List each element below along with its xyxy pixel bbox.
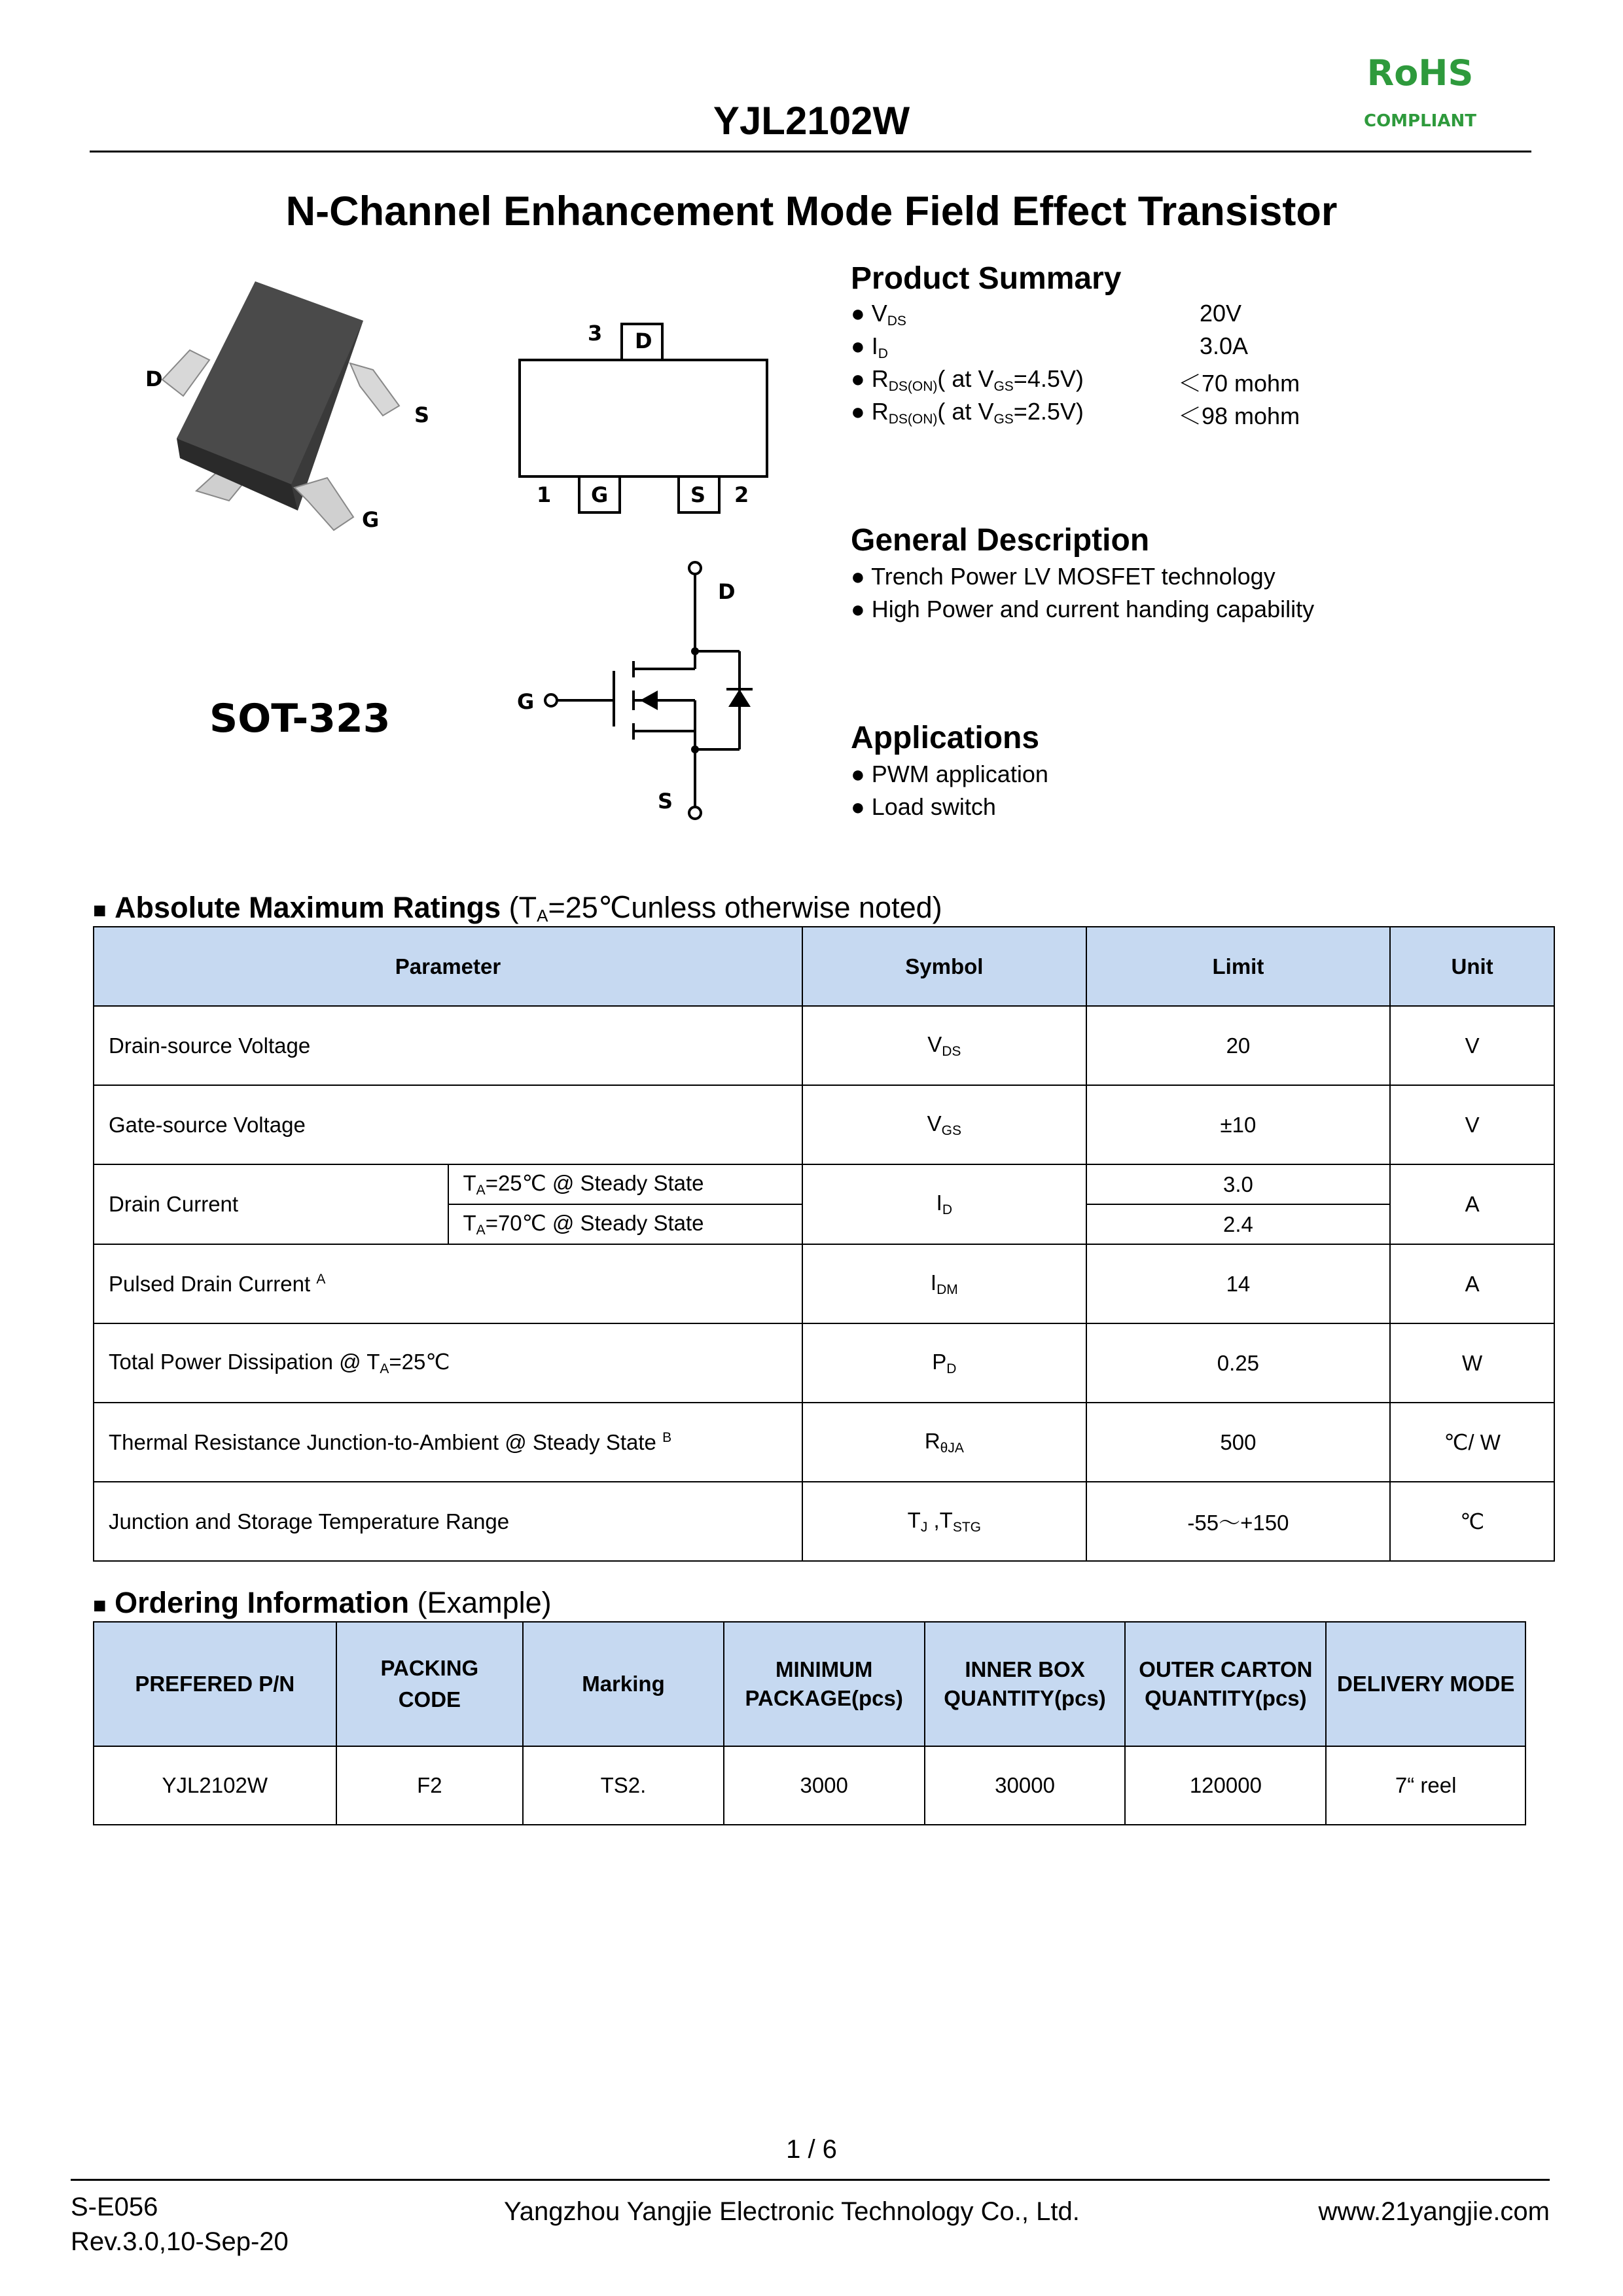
pin3-number: 3 <box>588 321 603 346</box>
symbol-label-s: S <box>658 789 673 814</box>
description-item: ● High Power and current handing capability <box>851 596 1315 622</box>
summary-value-rds-45: ＜70 mohm <box>1178 370 1300 397</box>
pin3-label-d: D <box>635 329 652 353</box>
pin2-number: 2 <box>734 482 749 507</box>
square-bullet-icon: ■ <box>93 898 107 923</box>
pin1-number: 1 <box>537 482 552 507</box>
page-number: 1 / 6 <box>786 2135 837 2164</box>
general-description-title: General Description <box>851 523 1150 558</box>
summary-value-id: 3.0A <box>1200 332 1249 359</box>
table-row: Gate-source Voltage $V_{GS}$ ±10 V <box>94 1085 1554 1164</box>
summary-value-vds: 20V <box>1200 300 1242 327</box>
description-item: ● Trench Power LV MOSFET technology <box>851 563 1275 590</box>
table-row: Drain-source Voltage $V_{DS}$ 20 V <box>94 1006 1554 1085</box>
part-number-title: YJL2102W <box>713 99 910 143</box>
symbol-label-d: D <box>718 579 736 604</box>
col-header-pn: PREFERED P/N <box>94 1622 336 1746</box>
website-link[interactable]: www.21yangjie.com <box>1318 2197 1550 2226</box>
col-header-symbol: Symbol <box>802 927 1086 1006</box>
col-header-limit: Limit <box>1086 927 1391 1006</box>
col-header-min-package: MINIMUM PACKAGE(pcs) <box>724 1622 925 1746</box>
table-row: Junction and Storage Temperature Range $T_J$ $,T_{STG}$ -55～+150 ℃ <box>94 1482 1554 1561</box>
summary-row-id: ● $I_D$ <box>851 332 888 361</box>
table-row: $T_A=70℃$ @ Steady State 2.4 <box>94 1204 1554 1244</box>
table-row: Total Power Dissipation @ $T_A=25℃$ $P_D$ 0.25 W <box>94 1323 1554 1403</box>
package-image <box>131 268 445 543</box>
header-rule <box>90 151 1531 152</box>
pkg-label-d: D <box>145 367 163 391</box>
abs-max-heading: ■ Absolute Maximum Ratings ($T_A=25℃unless$ otherwise noted) <box>93 891 942 925</box>
summary-row-vds: ● $V_{DS}$ <box>851 300 906 329</box>
col-header-inner-box: INNER BOX QUANTITY(pcs) <box>925 1622 1126 1746</box>
ordering-heading: ■ Ordering Information (Example) <box>93 1586 552 1619</box>
col-header-outer-carton: OUTER CARTON QUANTITY(pcs) <box>1125 1622 1326 1746</box>
square-bullet-icon: ■ <box>93 1593 107 1618</box>
applications-title: Applications <box>851 721 1040 755</box>
doc-number: S-E056 <box>71 2193 158 2221</box>
col-header-marking: Marking <box>523 1622 724 1746</box>
company-name: Yangzhou Yangjie Electronic Technology Co., Ltd. <box>504 2197 1080 2226</box>
col-header-delivery-mode: DELIVERY MODE <box>1326 1622 1525 1746</box>
table-row: YJL2102W F2 TS2. 3000 30000 120000 7“ reel <box>94 1746 1525 1825</box>
symbol-label-g: G <box>517 689 535 714</box>
ordering-table <box>93 1621 1526 1825</box>
pin1-label-g: G <box>591 482 609 507</box>
main-title: N-Channel Enhancement Mode Field Effect Transistor <box>285 188 1338 234</box>
revision: Rev.3.0,10-Sep-20 <box>71 2227 289 2256</box>
table-row: Thermal Resistance Junction-to-Ambient @ Steady State $^B$ $R_{\theta JA}$ 500 ℃/ W <box>94 1403 1554 1482</box>
col-header-parameter: Parameter <box>94 927 802 1006</box>
summary-row-rds-25: ● $R_{DS(ON)}$( at $V_{GS}=2.5V$) <box>851 398 1084 427</box>
summary-value-rds-25: ＜98 mohm <box>1178 403 1300 429</box>
col-header-packing-code: PACKING CODE <box>336 1622 524 1746</box>
product-summary-title: Product Summary <box>851 261 1122 296</box>
pkg-label-s: S <box>414 403 430 427</box>
rohs-compliant-label: COMPLIANT <box>1364 111 1476 131</box>
rohs-logo: RoHS <box>1366 52 1474 94</box>
application-item: ● PWM application <box>851 761 1048 787</box>
application-item: ● Load switch <box>851 793 996 820</box>
mosfet-symbol <box>537 556 772 825</box>
pkg-label-g: G <box>362 507 380 532</box>
package-name: SOT-323 <box>209 696 391 742</box>
footer-rule <box>71 2179 1550 2181</box>
pin2-label-s: S <box>690 482 706 507</box>
table-row: Pulsed Drain Current $^A$ $I_{DM}$ 14 A <box>94 1244 1554 1323</box>
table-row: Drain Current $T_A=25℃$ @ Steady State $I_D$ 3.0 A <box>94 1164 1554 1204</box>
col-header-unit: Unit <box>1390 927 1554 1006</box>
summary-row-rds-45: ● $R_{DS(ON)}$( at $V_{GS}=4.5V$) <box>851 365 1084 394</box>
abs-max-table <box>93 926 1555 1562</box>
